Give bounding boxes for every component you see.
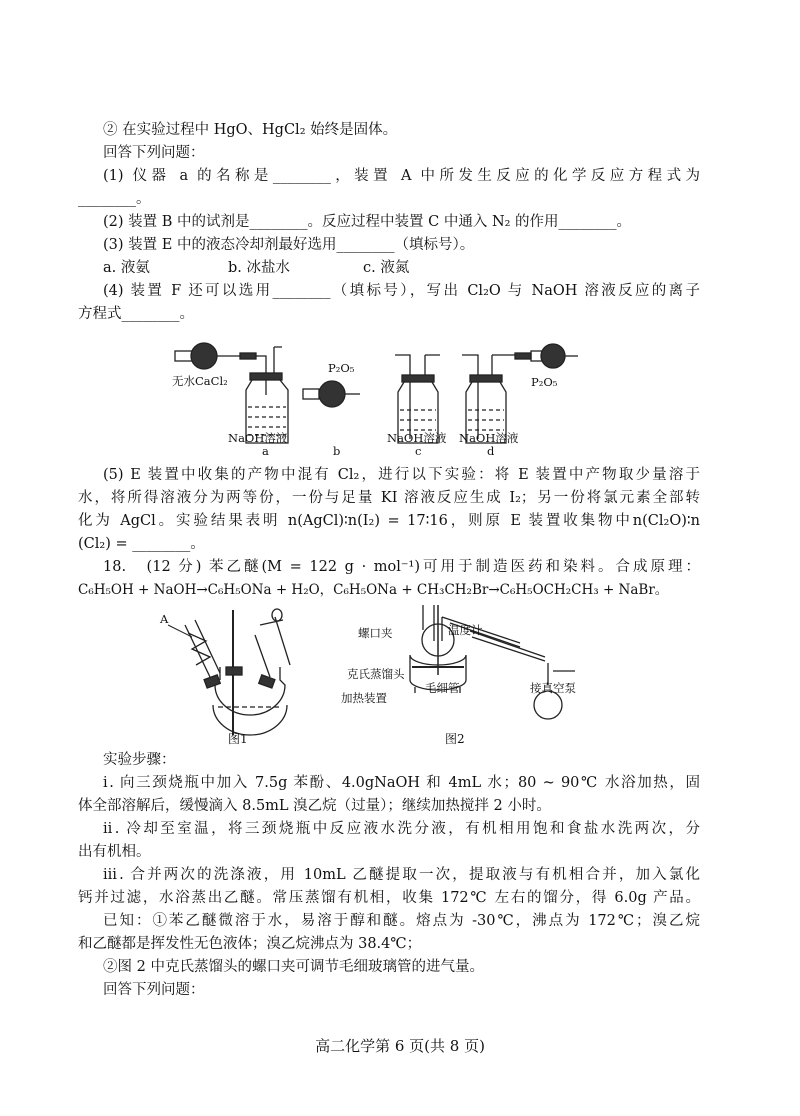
question-5-line-3: 化为 AgCl。实验结果表明 n(AgCl)∶n(I₂) = 17∶16，则原 E 装置收集物中n(Cl₂O)∶n [78, 513, 700, 529]
label-thermometer: 温度计 [448, 623, 483, 637]
fig2-caption: 图2 [445, 732, 465, 746]
question-1-cont: ________。 [78, 191, 151, 207]
option-b: b. 冰盐水 [228, 260, 290, 276]
question-4: (4) 装置 F 还可以选用________（填标号），写出 Cl₂O 与 NaOH 溶液反应的离子 [103, 283, 700, 299]
fig1-label-a: A [160, 612, 169, 626]
known-2: ②图 2 中克氏蒸馏头的螺口夹可调节毛细玻璃管的进气量。 [103, 959, 484, 975]
question-4-cont: 方程式________。 [78, 306, 194, 322]
step-1-cont: 体全部溶解后，缓慢滴入 8.5mL 溴乙烷（过量）；继续加热搅拌 2 小时。 [78, 798, 551, 814]
answer-prompt: 回答下列问题： [103, 145, 205, 161]
label-capillary: 毛细管 [425, 681, 460, 695]
option-label-d: d [487, 444, 495, 458]
label-heater: 加热装置 [341, 691, 387, 705]
label-screw-clamp: 螺口夹 [358, 626, 393, 640]
solution-label-c: NaOH溶液 [387, 431, 447, 445]
fig1-caption: 图1 [228, 732, 248, 746]
option-c: c. 液氮 [363, 260, 410, 276]
known-1: 已知：①苯乙醚微溶于水，易溶于醇和醚。熔点为 -30℃，沸点为 172℃；溴乙烷 [103, 913, 700, 929]
label-claisen-head: 克氏蒸馏头 [347, 667, 405, 681]
reagent-p2o5-b: P₂O₅ [328, 361, 355, 375]
question-18-equation: C₆H₅OH + NaOH→C₆H₅ONa + H₂O，C₆H₅ONa + CH₃CH₂Br→C₆H₅OCH₂CH₃ + NaBr。 [78, 582, 669, 598]
step-2: ⅱ. 冷却至室温，将三颈烧瓶中反应液水洗分液，有机相用饱和食盐水洗两次，分 [103, 821, 700, 837]
step-1: ⅰ. 向三颈烧瓶中加入 7.5g 苯酚、4.0gNaOH 和 4mL 水；80 ~ 90℃ 水浴加热，固 [103, 775, 700, 791]
question-2: (2) 装置 B 中的试剂是________。反应过程中装置 C 中通入 N₂ 的作用________。 [103, 214, 632, 230]
question-5-line-4: (Cl₂) = ________。 [78, 536, 205, 552]
solution-label-a: NaOH溶液 [228, 431, 288, 445]
step-3: ⅲ. 合并两次的洗涤液，用 10mL 乙醚提取一次，提取液与有机相合并，加入氯化 [103, 867, 700, 883]
question-18-intro: 18. (12 分) 苯乙醚(M = 122 g · mol⁻¹)可用于制造医药和染料。合成原理： [103, 559, 700, 575]
question-5-line-2: 水，将所得溶液分为两等份，一份与足量 KI 溶液反应生成 I₂；另一份将氯元素全部转 [78, 490, 700, 506]
reagent-p2o5-d: P₂O₅ [531, 375, 558, 389]
step-2-cont: 出有机相。 [78, 844, 151, 860]
question-3: (3) 装置 E 中的液态冷却剂最好选用________（填标号）。 [103, 237, 475, 253]
steps-title: 实验步骤： [103, 752, 176, 768]
question-3-options [78, 258, 700, 278]
solution-label-d: NaOH溶液 [459, 431, 519, 445]
page-footer: 高二化学第 6 页(共 8 页) [315, 1037, 485, 1055]
option-label-b: b [333, 444, 341, 458]
option-label-a: a [262, 444, 269, 458]
option-label-c: c [415, 444, 422, 458]
note-2: ② 在实验过程中 HgO、HgCl₂ 始终是固体。 [103, 122, 398, 138]
known-1-cont: 和乙醚都是挥发性无色液体；溴乙烷沸点为 38.4℃； [78, 936, 422, 952]
question-5-line-1: (5) E 装置中收集的产物中混有 Cl₂，进行以下实验：将 E 装置中产物取少量溶于 [103, 467, 700, 483]
step-3-cont: 钙并过滤，水浴蒸出乙醚。常压蒸馏有机相，收集 172℃ 左右的馏分，得 6.0g 产品。 [78, 890, 700, 906]
option-a: a. 液氨 [103, 260, 150, 276]
question-1: (1) 仪器 a 的名称是________，装置 A 中所发生反应的化学反应方程式为 [103, 168, 700, 184]
answer-prompt-18: 回答下列问题： [103, 982, 205, 998]
label-vacuum-pump: 接真空泵 [530, 681, 576, 695]
reagent-cacl2: 无水CaCl₂ [172, 374, 228, 388]
